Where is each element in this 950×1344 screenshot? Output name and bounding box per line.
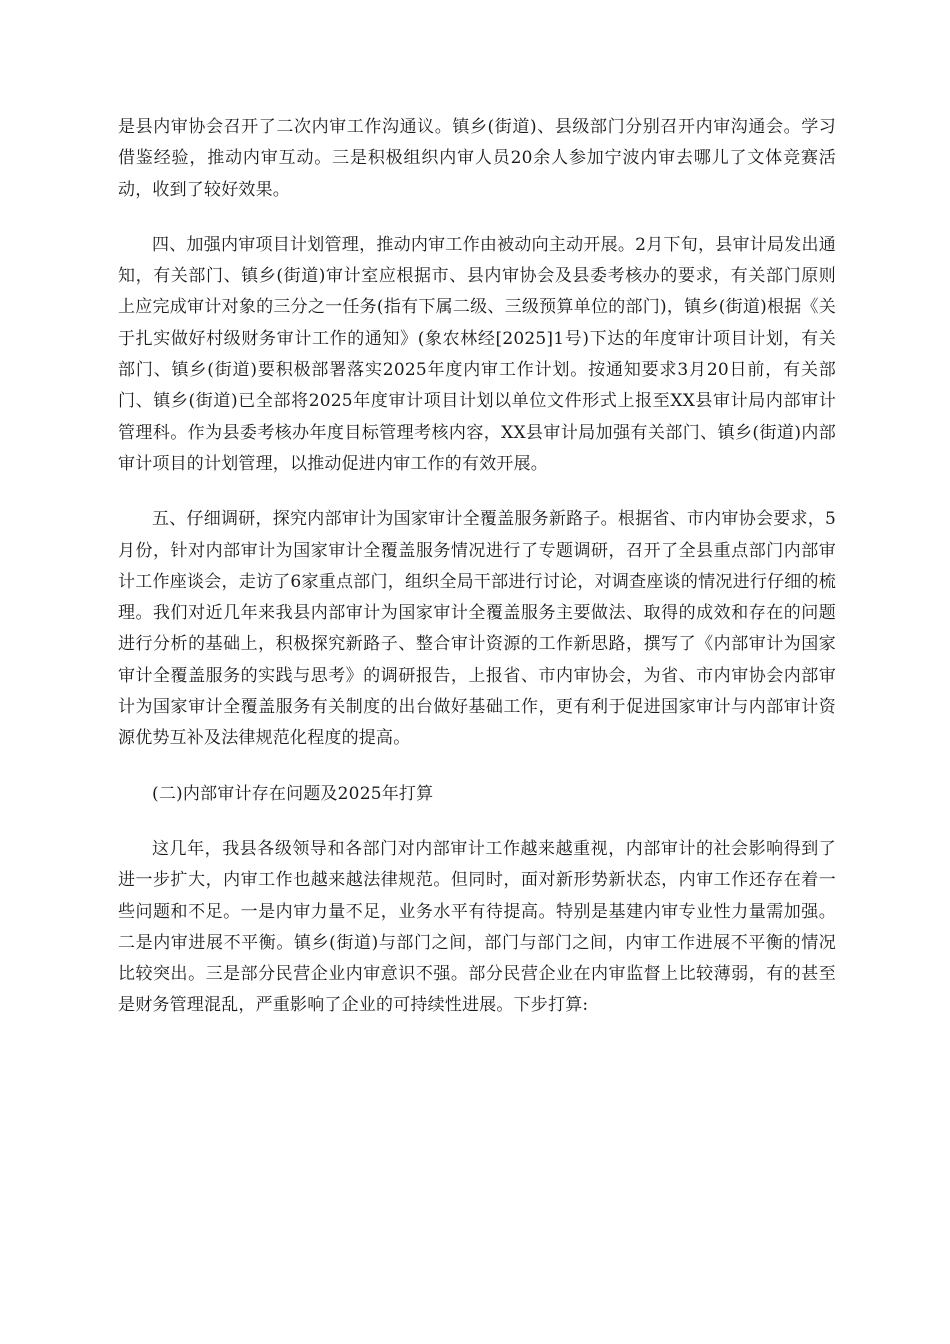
document-body	[118, 112, 836, 1022]
paragraph-section-five: 五、仔细调研，探究内部审计为国家审计全覆盖服务新路子。根据省、市内审协会要求，5月份，针对内部审计为国家审计全覆盖服务情况进行了专题调研，召开了全县重点部门内部审计工作座谈会，走访了6家重点部门，组织全局干部进行讨论，对调查座谈的情况进行仔细的梳理。我们对近几年来我县内部审计为国家审计全覆盖服务主要做法、取得的成效和存在的问题进行分析的基础上，积极探究新路子、整合审计资源的工作新思路，撰写了《内部审计为国家审计全覆盖服务的实践与思考》的调研报告，上报省、市内审协会，为省、市内审协会内部审计为国家审计全覆盖服务有关制度的出台做好基础工作，更有利于促进国家审计与内部审计资源优势互补及法律规范化程度的提高。	[118, 509, 836, 749]
paragraph-continuation: 是县内审协会召开了二次内审工作沟通议。镇乡(街道)、县级部门分别召开内审沟通会。学习借鉴经验，推动内审互动。三是积极组织内审人员20余人参加宁波内审去哪儿了文体竞赛活动，收到了较好效果。	[118, 117, 836, 200]
paragraph-problems-plans: 这几年，我县各级领导和各部门对内部审计工作越来越重视，内部审计的社会影响得到了进一步扩大，内审工作也越来越法律规范。但同时，面对新形势新状态，内审工作还存在着一些问题和不足。一是内审力量不足，业务水平有待提高。特别是基建内审专业性力量需加强。二是内审进展不平衡。镇乡(街道)与部门之间，部门与部门之间，内审工作进展不平衡的情况比较突出。三是部分民营企业内审意识不强。部分民营企业在内审监督上比较薄弱，有的甚至是财务管理混乱，严重影响了企业的可持续性进展。下步打算:	[118, 838, 836, 1016]
section-heading: (二)内部审计存在问题及2025年打算	[152, 783, 434, 804]
paragraph-section-four: 四、加强内审项目计划管理，推动内审工作由被动向主动开展。2月下旬，县审计局发出通知，有关部门、镇乡(街道)审计室应根据市、县内审协会及县委考核办的要求，有关部门原则上应完成审计对象的三分之一任务(指有下属二级、三级预算单位的部门)，镇乡(街道)根据《关于扎实做好村级财务审计工作的通知》(象农林经[2025]1号)下达的年度审计项目计划，有关部门、镇乡(街道)要积极部署落实2025年度内审工作计划。按通知要求3月20日前，有关部门、镇乡(街道)已全部将2025年度审计项目计划以单位文件形式上报至XX县审计局内部审计管理科。作为县委考核办年度目标管理考核内容，XX县审计局加强有关部门、镇乡(街道)内部审计项目的计划管理，以推动促进内审工作的有效开展。	[118, 234, 836, 474]
